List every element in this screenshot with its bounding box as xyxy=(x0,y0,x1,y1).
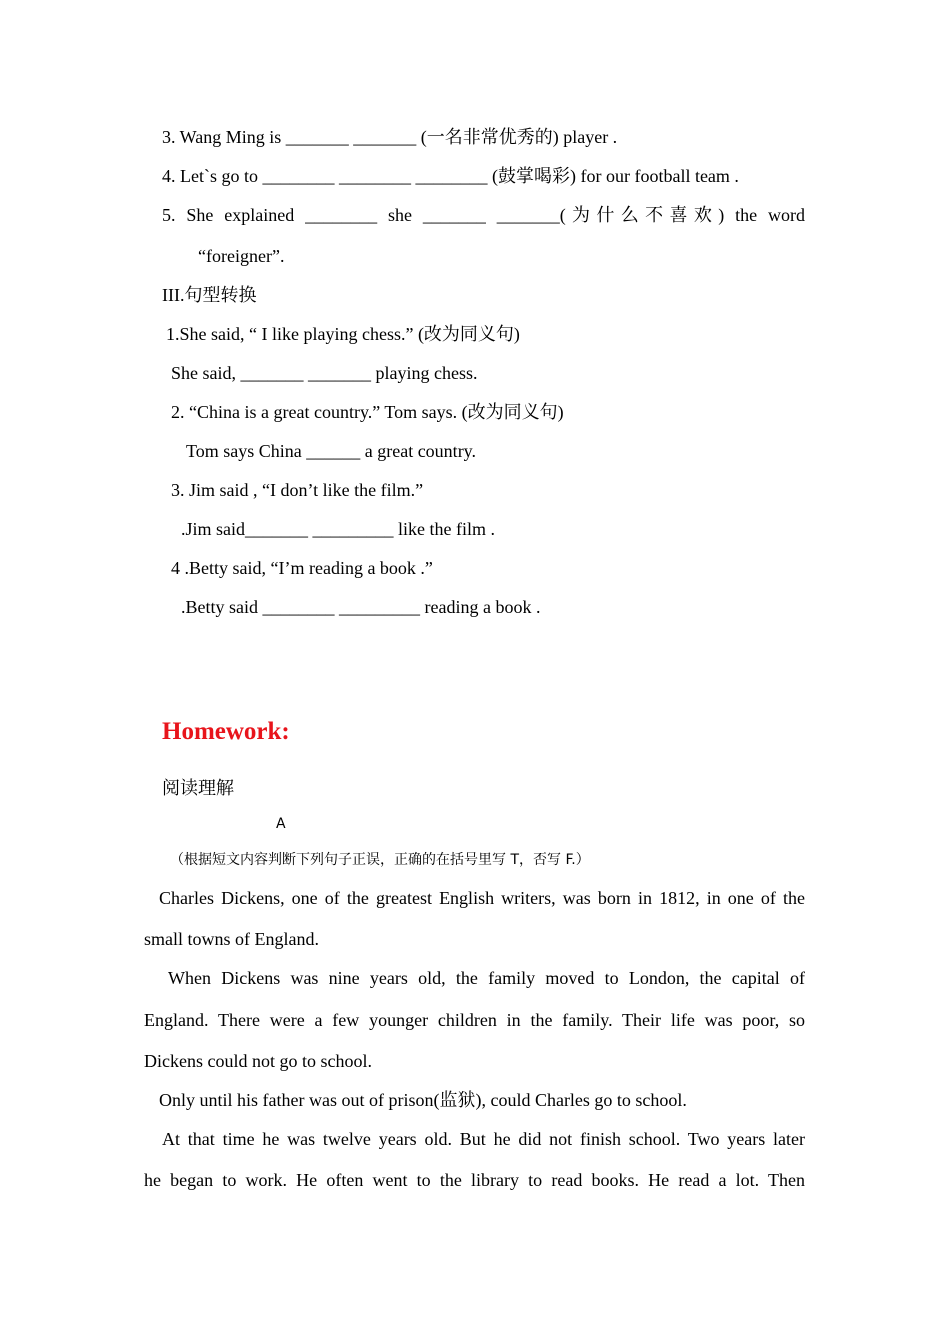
homework-title: Homework: xyxy=(162,718,290,745)
passage-paragraph-3-line1: Only until his father was out of prison(监狱), could Charles go to school. xyxy=(159,1090,687,1110)
passage-paragraph-4-line1: At that time he was twelve years old. But he did not finish school. Two years later xyxy=(162,1129,805,1149)
passage-paragraph-1-line1: Charles Dickens, one of the greatest English writers, was born in 1812, in one of the xyxy=(159,888,805,908)
transform-question-3: 3. Jim said , “I don’t like the film.” xyxy=(171,480,424,500)
transform-answer-3: .Jim said_______ _________ like the film . xyxy=(181,519,495,539)
passage-paragraph-2-line2: England. There were a few younger children in the family. Their life was poor, so xyxy=(144,1010,805,1030)
passage-label: A xyxy=(276,816,286,832)
passage-paragraph-2-line1: When Dickens was nine years old, the family moved to London, the capital of xyxy=(168,968,805,988)
exercise-item-3: 3. Wang Ming is _______ _______ (一名非常优秀的) player . xyxy=(162,127,618,147)
reading-section-heading: 阅读理解 xyxy=(162,778,234,798)
passage-paragraph-1-line2: small towns of England. xyxy=(144,929,319,949)
exercise-item-4: 4. Let`s go to ________ ________ ________ (鼓掌喝彩) for our football team . xyxy=(162,166,739,186)
transform-question-4: 4 .Betty said, “I’m reading a book .” xyxy=(171,558,433,578)
transform-question-1: 1.She said, “ I like playing chess.” (改为同义句) xyxy=(166,324,520,344)
transform-question-2: 2. “China is a great country.” Tom says. (改为同义句) xyxy=(171,402,564,422)
exercise-item-5-line2: “foreigner”. xyxy=(198,246,285,266)
reading-instruction: （根据短文内容判断下列句子正误，正确的在括号里写 T，否写 F.） xyxy=(170,852,590,868)
passage-paragraph-4-line2: he began to work. He often went to the library to read books. He read a lot. Then xyxy=(144,1170,805,1190)
passage-paragraph-2-line3: Dickens could not go to school. xyxy=(144,1051,372,1071)
exercise-item-5-line1: 5. She explained ________ she _______ _______(为什么不喜欢) the word xyxy=(162,205,805,225)
transform-answer-2: Tom says China ______ a great country. xyxy=(186,441,477,461)
transform-answer-4: .Betty said ________ _________ reading a book . xyxy=(181,597,541,617)
transform-answer-1: She said, _______ _______ playing chess. xyxy=(171,363,478,383)
section-heading-sentence-transform: III.句型转换 xyxy=(162,285,257,305)
